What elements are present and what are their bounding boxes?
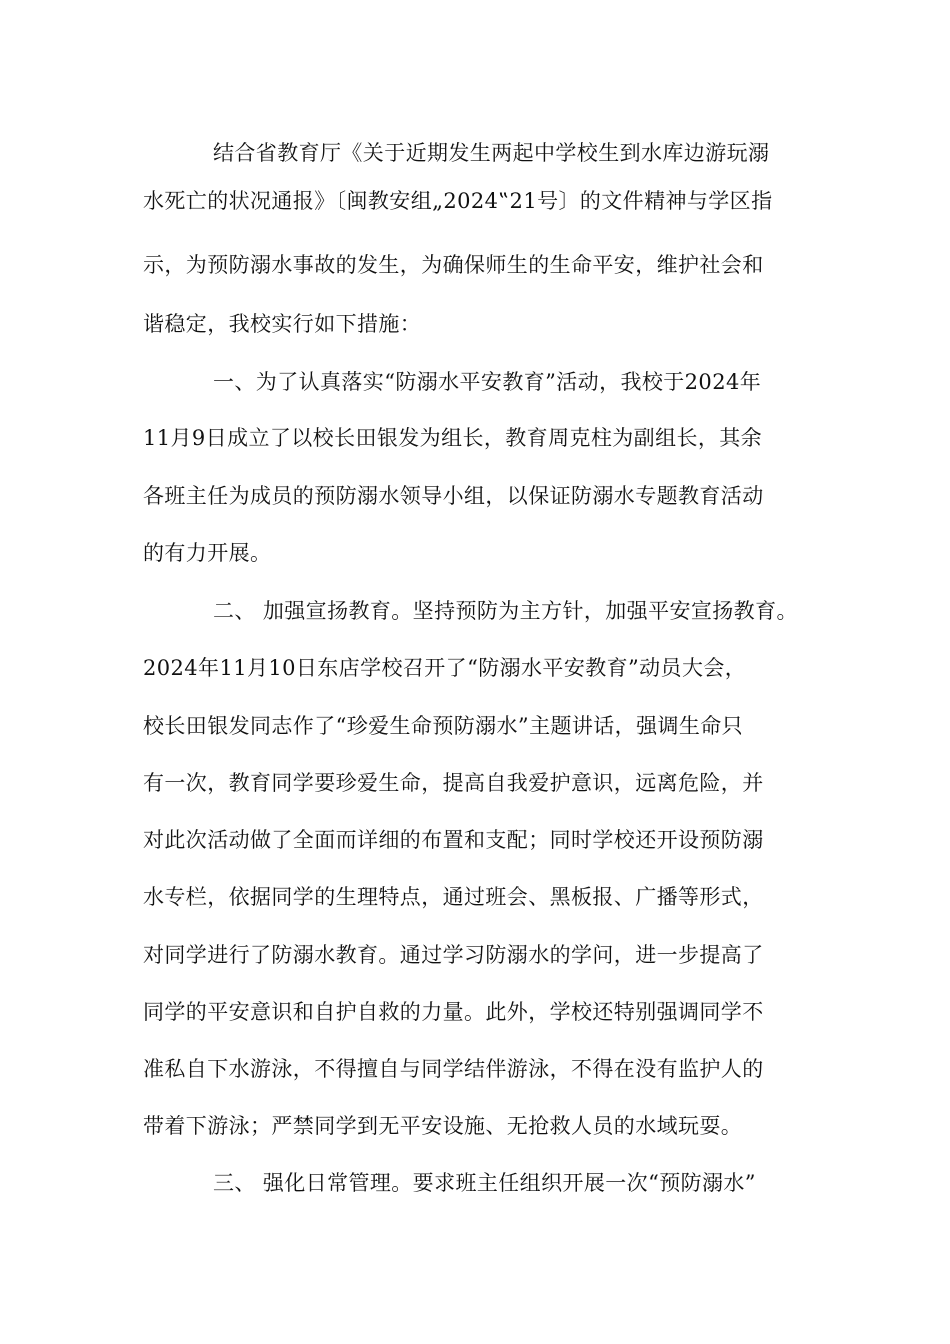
paragraph-3-line-10: 带着下游泳；严禁同学到无平安设施、无抢救人员的水域玩耍。 [143, 1114, 743, 1138]
paragraph-4-line-1: 三、 强化日常管理。要求班主任组织开展一次“预防溺水” [213, 1171, 756, 1195]
paragraph-3-line-2: 2024年11月10日东店学校召开了“防溺水平安教育”动员大会， [143, 656, 747, 680]
paragraph-3-line-5: 对此次活动做了全面而详细的布置和支配；同时学校还开设预防溺 [143, 828, 764, 852]
paragraph-1-line-4: 谐稳定，我校实行如下措施： [143, 312, 422, 336]
paragraph-1-line-2: 水死亡的状况通报》〔闽教安组„2024‟21号〕的文件精神与学区指 [143, 189, 773, 213]
paragraph-1-line-3: 示，为预防溺水事故的发生，为确保师生的生命平安，维护社会和 [143, 253, 764, 277]
paragraph-2-line-1: 一、为了认真落实“防溺水平安教育”活动，我校于2024年 [213, 370, 762, 394]
paragraph-1-line-1: 结合省教育厅《关于近期发生两起中学校生到水库边游玩溺 [213, 141, 770, 165]
paragraph-3-line-7: 对同学进行了防溺水教育。通过学习防溺水的学问，进一步提高了 [143, 943, 764, 967]
paragraph-3-line-9: 准私自下水游泳，不得擅自与同学结伴游泳，不得在没有监护人的 [143, 1057, 764, 1081]
paragraph-2-line-4: 的有力开展。 [143, 541, 272, 565]
paragraph-3-line-4: 有一次，教育同学要珍爱生命，提高自我爱护意识，远离危险，并 [143, 771, 764, 795]
paragraph-3-line-8: 同学的平安意识和自护自救的力量。此外，学校还特别强调同学不 [143, 1000, 764, 1024]
paragraph-3-line-1: 二、 加强宣扬教育。坚持预防为主方针，加强平安宣扬教育。 [213, 599, 798, 623]
paragraph-2-line-2: 11月9日成立了以校长田银发为组长，教育周克柱为副组长，其余 [143, 426, 763, 450]
paragraph-3-line-3: 校长田银发同志作了“珍爱生命预防溺水”主题讲话，强调生命只 [143, 714, 744, 738]
paragraph-2-line-3: 各班主任为成员的预防溺水领导小组，以保证防溺水专题教育活动 [143, 484, 764, 508]
paragraph-3-line-6: 水专栏，依据同学的生理特点，通过班会、黑板报、广播等形式， [143, 885, 764, 909]
